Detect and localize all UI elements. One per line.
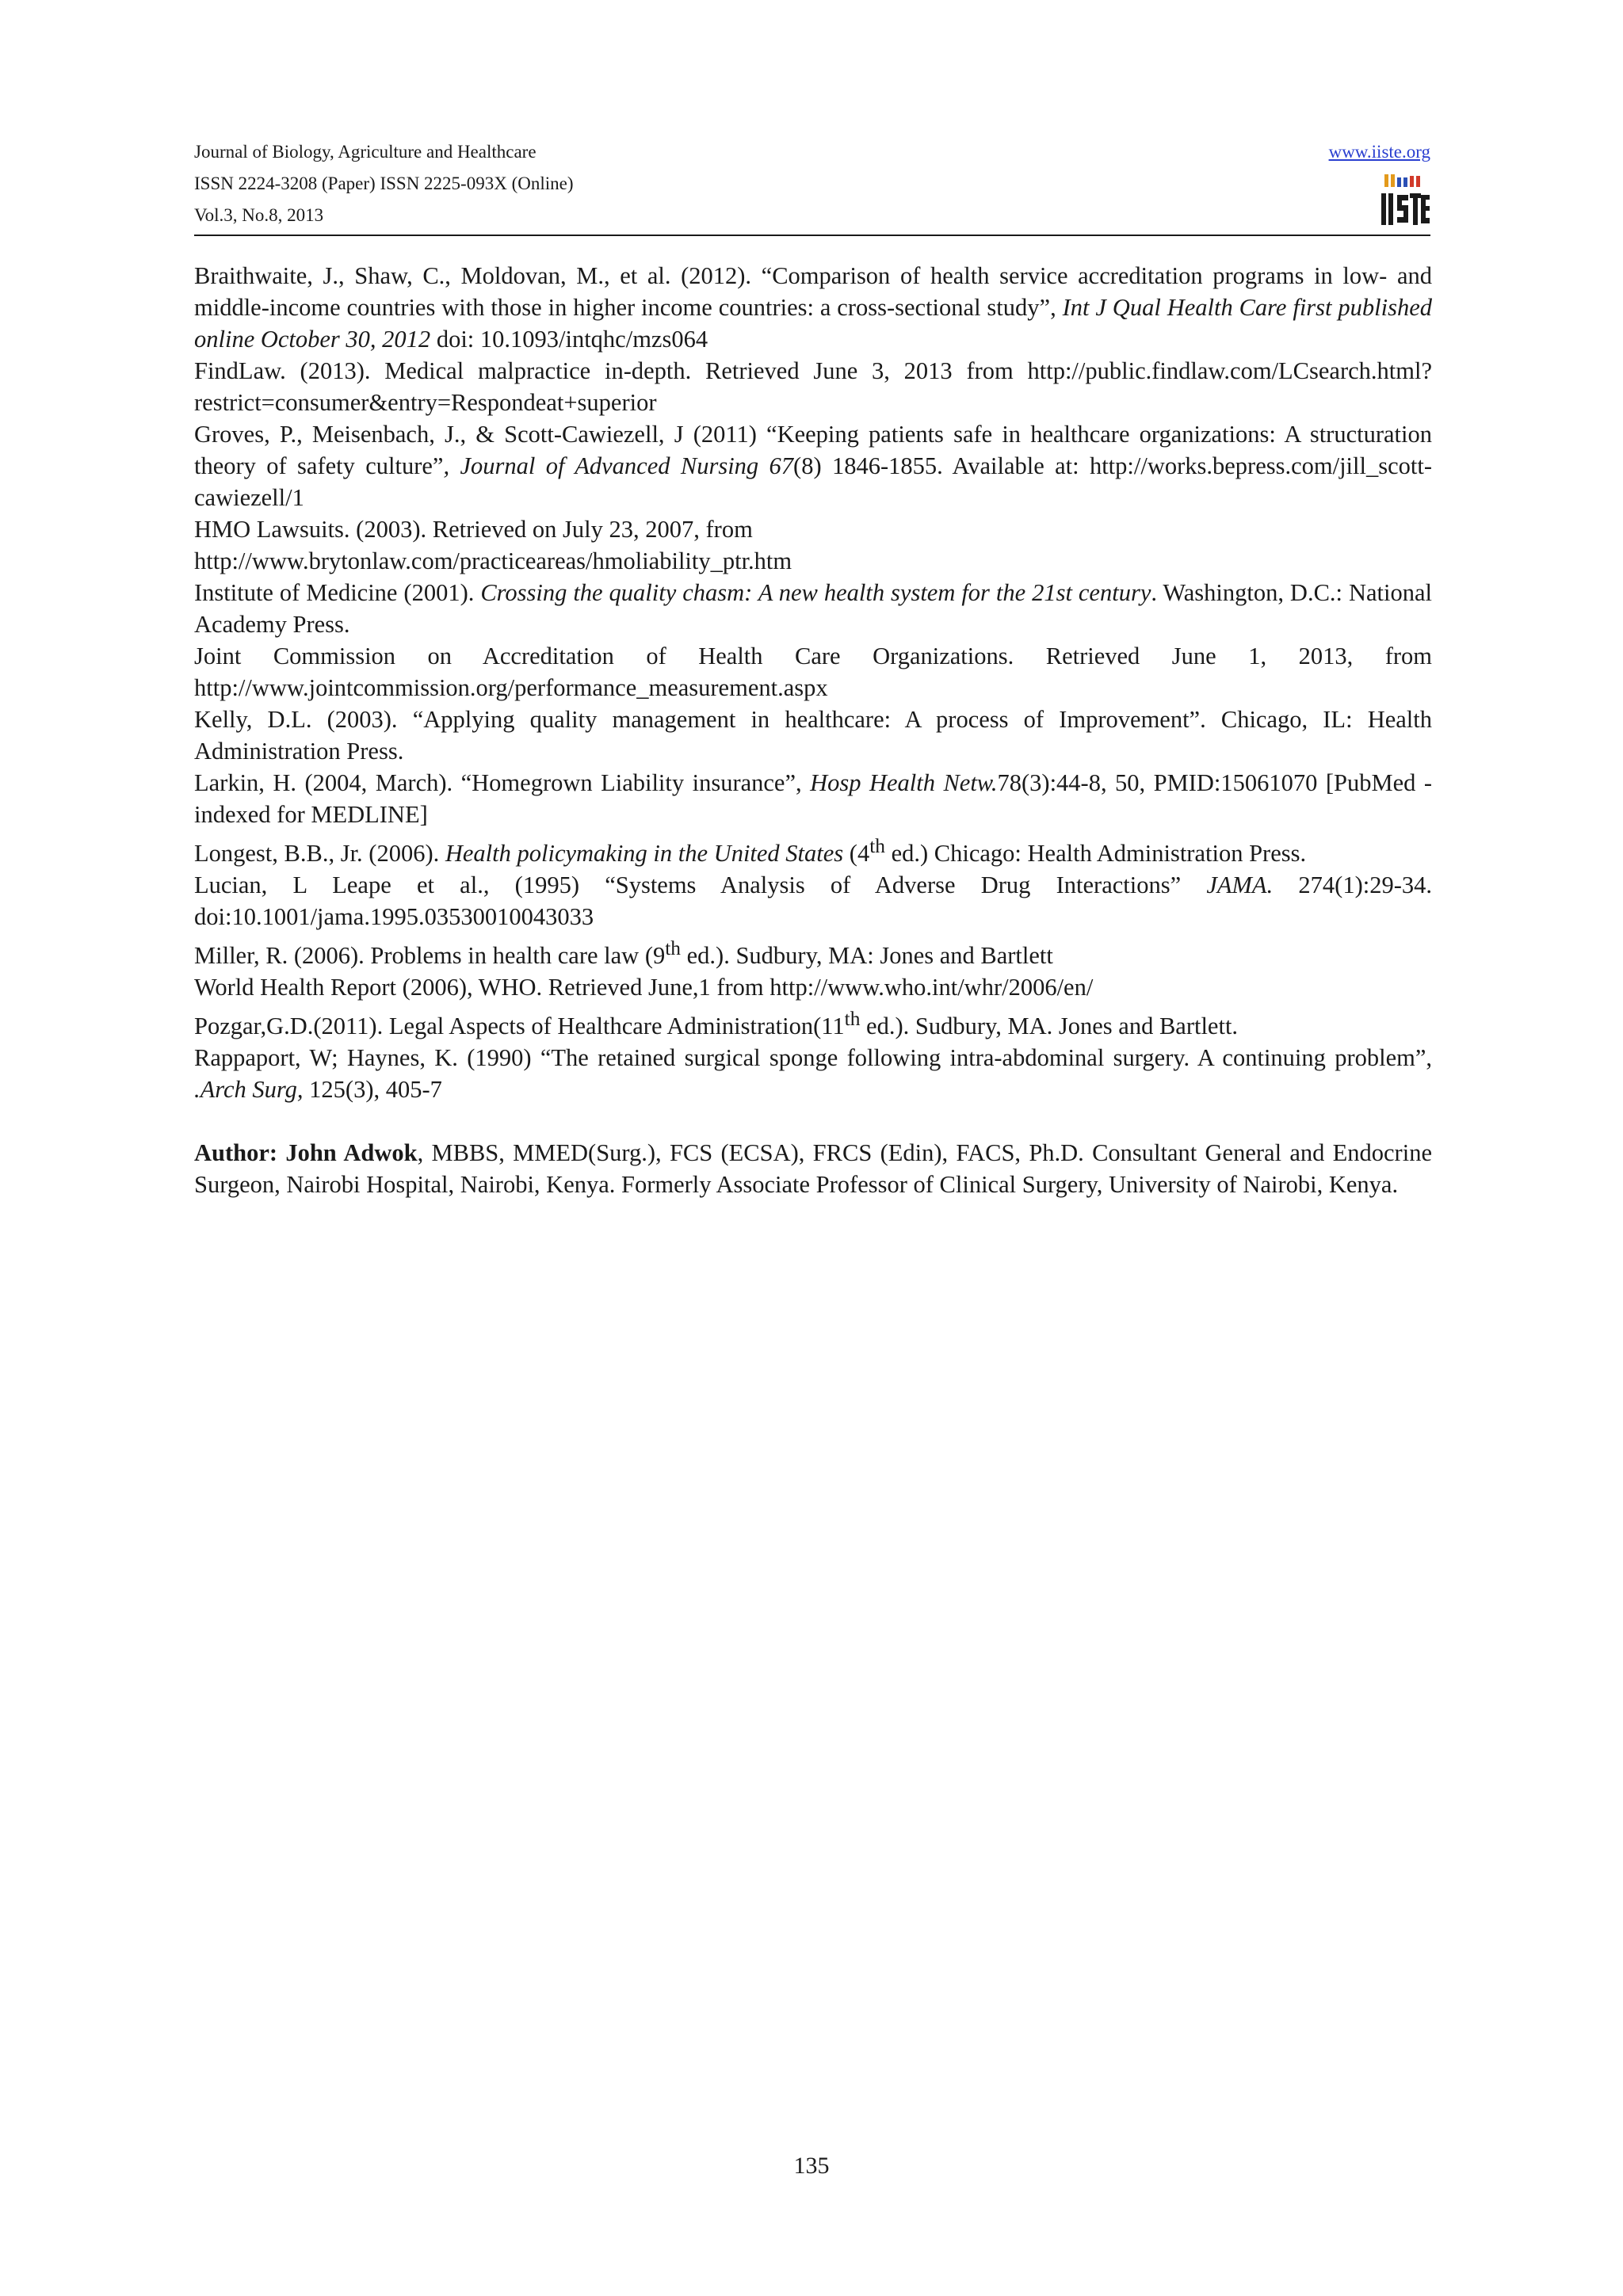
reference-item: Rappaport, W; Haynes, K. (1990) “The retained surgical sponge following intra-abdominal surgery. A continuing problem”, .Arch Surg, 125(3), 405-7	[194, 1044, 1432, 1104]
reference-item: Longest, B.B., Jr. (2006). Health policymaking in the United States (4th ed.) Chicago: Health Administration Press.	[194, 835, 1307, 868]
reference-item: Lucian, L Leape et al., (1995) “Systems Analysis of Adverse Drug Interactions” JAMA. 274(1):29-34. doi:10.1001/jama.1995.03530010043033	[194, 871, 1432, 931]
reference-item: Larkin, H. (2004, March). “Homegrown Liability insurance”, Hosp Health Netw.78(3):44-8, 50, PMID:15061070 [PubMed - indexed for MEDLINE]	[194, 769, 1432, 828]
reference-item: Institute of Medicine (2001). Crossing the quality chasm: A new health system for the 21st century. Washington, D.C.: National Academy Press.	[194, 579, 1433, 638]
journal-volume: Vol.3, No.8, 2013	[194, 205, 324, 225]
author-bio: Author: John Adwok, MBBS, MMED(Surg.), FCS (ECSA), FRCS (Edin), FACS, Ph.D. Consultant General and Endocrine Surgeon, Nairobi Hospital, Nairobi, Kenya. Formerly Associate Professor of Clinical Surgery, University of Nairobi, Kenya.	[194, 1139, 1432, 1199]
author-label: Author: John Adwok	[194, 1139, 418, 1167]
header-divider	[194, 235, 1430, 236]
reference-item: Kelly, D.L. (2003). “Applying quality management in healthcare: A process of Improvement”. Chicago, IL: Health Administration Press.	[194, 706, 1432, 765]
reference-item: FindLaw. (2013). Medical malpractice in-depth. Retrieved June 3, 2013 from http://public.findlaw.com/LCsearch.html?restrict=consumer&entry=Respondeat+superior	[194, 357, 1432, 416]
references-section	[194, 260, 1432, 1200]
iiste-logo	[1380, 171, 1430, 228]
reference-item: Miller, R. (2006). Problems in health care law (9th ed.). Sudbury, MA: Jones and Bartlett	[194, 937, 1053, 970]
reference-item: Joint Commission on Accreditation of Health Care Organizations. Retrieved June 1, 2013, from http://www.jointcommission.org/performance_measurement.aspx	[194, 643, 1432, 701]
reference-item: Pozgar,G.D.(2011). Legal Aspects of Healthcare Administration(11th ed.). Sudbury, MA. Jones and Bartlett.	[194, 1008, 1239, 1040]
section-spacer	[194, 1105, 1432, 1137]
reference-item: Braithwaite, J., Shaw, C., Moldovan, M., et al. (2012). “Comparison of health service accreditation programs in low- and middle-income countries with those in higher income countries: a cross-sectional study”, Int J Qual Health Care first published online October 30, 2012 doi: 10.1093/intqhc/mzs064	[194, 262, 1433, 353]
reference-item: HMO Lawsuits. (2003). Retrieved on July 23, 2007, from http://www.brytonlaw.com/practiceareas/hmoliability_ptr.htm	[194, 516, 792, 574]
journal-title: Journal of Biology, Agriculture and Healthcare	[194, 142, 537, 162]
journal-issn: ISSN 2224-3208 (Paper) ISSN 2225-093X (Online)	[194, 174, 574, 193]
page-number: 135	[793, 2153, 830, 2179]
reference-item: Groves, P., Meisenbach, J., & Scott-Cawiezell, J (2011) “Keeping patients safe in healthcare organizations: A structuration theory of safety culture”, Journal of Advanced Nursing 67(8) 1846-1855. Available at: http://works.bepress.com/jill_scott-cawiezell/1	[194, 421, 1432, 511]
reference-item: World Health Report (2006), WHO. Retrieved June,1 from http://www.who.int/whr/2006/en/	[194, 974, 1094, 1001]
page-header	[194, 136, 1430, 238]
journal-meta	[194, 136, 574, 231]
website-link[interactable]: www.iiste.org	[1328, 142, 1430, 162]
